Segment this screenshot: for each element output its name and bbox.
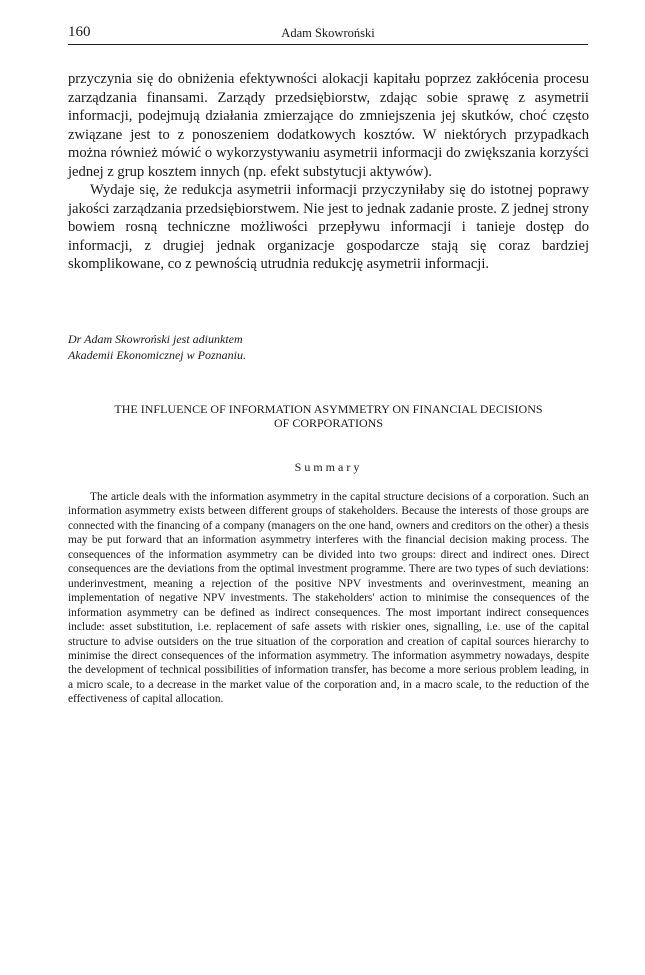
english-title-line-2: OF CORPORATIONS [273,415,384,430]
body-paragraph-1: przyczynia się do obniżenia efektywności alokacji kapitału poprzez zakłócenia procesu zarządzania finansami. Zarządy przedsiębiorstw, zdając sobie sprawę z asymetrii informacji, podejmują działania zmierzające do zmniejszenia jej skutków, choć często związane jest to z ponoszeniem dodatkowych kosztów. W niektórych przypadkach można również mówić o wykorzystywaniu asymetrii informacji do zwiększania korzyści jednej z grup kosztem innych (np. efekt substytucji aktywów). [68,71,589,180]
summary-text: The article deals with the information asymmetry in the capital structure decisions of a corporation. Such an information asymmetry exists between different groups of stakeholders. Because the interests of those groups are connected with the financing of a company (managers on the one hand, owners and creditors on the other) a thesis may be put forward that an information asymmetry interferes with the financial decision making process. The consequences of the information asymmetry can be divided into two groups: direct and indirect ones. Direct consequences are the deviations from the optimal investment programme. There are two types of such deviations: underinvestment, meaning a rejection of the positive NPV investments and overinvestment, meaning an implementation of negative NPV investments. The stakeholders' action to minimise the consequences of the information asymmetry can be defined as indirect consequences. The most important indirect consequences include: asset substitution, i.e. replacement of safe assets with riskier ones, signalling, i.e. use of the capital structure to advise outsiders on the true situation of the corporation and creation of capital sources hierarchy to minimise the direct consequences of the information asymmetry. The information asymmetry nowadays, despite the development of technical possibilities of information transfer, has become a more serious problem leading, in a micro scale, to a decrease in the market value of the corporation and, in a macro scale, to the reduction of the effectiveness of capital allocation. [68,491,589,706]
page-number: 160 [68,24,91,40]
body-paragraph-2: Wydaje się, że redukcja asymetrii informacji przyczyniłaby się do istotnej poprawy jakości zarządzania przedsiębiorstwem. Nie jest to jednak zadanie proste. Z jednej strony bowiem rosną techniczne możliwości przepływu informacji i tanieje dostęp do informacji, z drugiej jednak organizacje gospodarcze stają się coraz bardziej skomplikowane, co z pewnością utrudnia redukcję asymetrii informacji. [68,182,589,272]
english-title [68,403,589,430]
affiliation-line-2: Akademii Ekonomicznej w Poznaniu. [68,348,246,362]
main-body-text [68,70,589,274]
running-title: Adam Skowroński [281,26,375,40]
summary-heading: Summary [294,460,363,474]
english-title-line-1: THE INFLUENCE OF INFORMATION ASYMMETRY ON FINANCIAL DECISIONS [114,402,543,416]
author-affiliation [68,331,468,363]
page-header [68,24,588,45]
affiliation-line-1: Dr Adam Skowroński jest adiunktem [68,332,243,346]
